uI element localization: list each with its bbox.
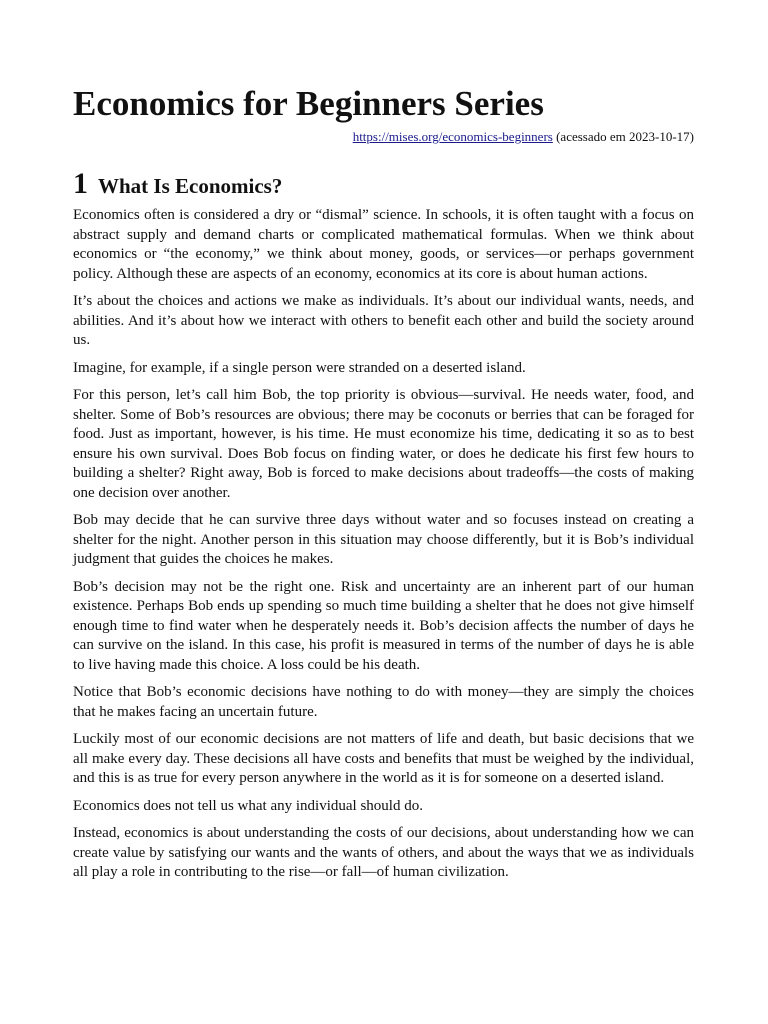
- section-number: 1: [73, 167, 88, 200]
- section-body: [73, 206, 694, 891]
- paragraph: Notice that Bob’s economic decisions have nothing to do with money—they are simply the choices that he makes facing an uncertain future.: [73, 684, 694, 720]
- paragraph: For this person, let’s call him Bob, the top priority is obvious—survival. He needs water, food, and shelter. Some of Bob’s resources are obvious; there may be coconuts or berries that can be foraged for food. Just as important, however, is his time. He must economize his time, dedicating it so as to best ensure his own survival. Does Bob focus on finding water, or does he dedicate his first few hours to building a shelter? Right away, Bob is forced to make decisions about tradeoffs—the costs of making one decision over another.: [73, 387, 694, 501]
- paragraph: Imagine, for example, if a single person were stranded on a deserted island.: [73, 359, 526, 376]
- accessed-date: (acessado em 2023-10-17): [556, 129, 694, 144]
- document-title: Economics for Beginners Series: [73, 84, 544, 123]
- paragraph: Bob may decide that he can survive three days without water and so focuses instead on creating a shelter for the night. Another person in this situation may choose differently, but it is Bob’s individual judgment that guides the choices he makes.: [73, 512, 694, 567]
- paragraph: Economics does not tell us what any individual should do.: [73, 797, 423, 814]
- paragraph: Bob’s decision may not be the right one. Risk and uncertainty are an inherent part of our human existence. Perhaps Bob ends up spending so much time building a shelter that he does not give himself enough time to find water when he desperately needs it. Bob’s decision affects the number of days he can survive on the island. In this case, his profit is measured in terms of the number of days he is able to live having made this choice. A loss could be his death.: [73, 578, 694, 673]
- paragraph: It’s about the choices and actions we make as individuals. It’s about our individual wants, needs, and abilities. And it’s about how we interact with others to benefit each other and build the society around us.: [73, 293, 694, 348]
- paragraph: Luckily most of our economic decisions are not matters of life and death, but basic decisions that we all make every day. These decisions all have costs and benefits that must be weighed by the individual, and this is as true for every person anywhere in the world as it is for someone on a deserted island.: [73, 731, 694, 786]
- paragraph: Economics often is considered a dry or “dismal” science. In schools, it is often taught with a focus on abstract supply and demand charts or complicated mathematical formulas. When we think about economics or “the economy,” we think about money, goods, or services—or perhaps government policy. Although these are aspects of an economy, economics at its core is about human actions.: [73, 207, 694, 282]
- section-title: What Is Economics?: [98, 174, 283, 198]
- source-link[interactable]: https://mises.org/economics-beginners: [352, 129, 553, 144]
- paragraph: Instead, economics is about understanding the costs of our decisions, about understanding how we can create value by satisfying our wants and the wants of others, and about the ways that we as individuals all play a role in contributing to the rise—or fall—of human civilization.: [73, 825, 694, 880]
- source-line: [353, 129, 694, 145]
- section-heading: [73, 168, 282, 202]
